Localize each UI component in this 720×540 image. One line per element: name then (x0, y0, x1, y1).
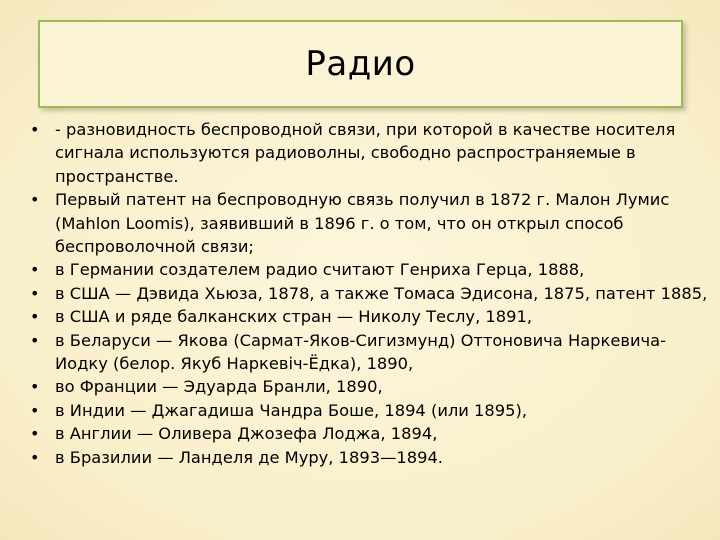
bullet-icon: • (30, 400, 40, 420)
list-item-text: во Франции — Эдуарда Бранли, 1890, (55, 377, 383, 397)
title-box (38, 20, 683, 108)
bullet-icon: • (30, 283, 40, 303)
list-item (30, 422, 710, 445)
bullet-icon: • (30, 120, 40, 139)
bullet-icon: • (30, 260, 40, 280)
list-item (30, 188, 710, 258)
list-item-text: - разновидность беспроводной связи, при которой в качестве носителя сигнала используются радиоволны, свободно распространяемые в пространстве. (55, 120, 676, 186)
list-item-text: в Индии — Джагадиша Чандра Боше, 1894 (или 1895), (55, 400, 528, 420)
list-item-text: в США и ряде балканских стран — Николу Теслу, 1891, (55, 307, 533, 327)
list-item-text: Первый патент на беспроводную связь получил в 1872 г. Малон Лумис (Mahlon Loomis), заявивший в 1896 г. о том, что он открыл способ беспроволочной связи; (55, 190, 670, 257)
bullet-icon: • (30, 424, 40, 444)
slide-title: Радио (305, 44, 416, 84)
bullet-icon: • (30, 377, 40, 397)
bullet-icon: • (30, 307, 40, 327)
bullet-icon: • (30, 330, 40, 350)
list-item (30, 282, 710, 305)
list-item (30, 375, 710, 398)
bullet-list (30, 118, 710, 469)
list-item (30, 446, 710, 469)
list-item (30, 329, 710, 376)
list-item (30, 305, 710, 328)
list-item-text: в Германии создателем радио считают Генриха Герца, 1888, (55, 260, 585, 280)
list-item-text: в Беларуси — Якова (Сармат-Яков-Сигизмунд) Оттоновича Наркевича-Иодку (белор. Якуб Наркевіч-Ёдка), 1890, (55, 330, 666, 374)
list-item (30, 399, 710, 422)
list-item-text: в США — Дэвида Хьюза, 1878, а также Томаса Эдисона, 1875, патент 1885, (55, 283, 708, 303)
bullet-icon: • (30, 447, 40, 467)
list-item (30, 118, 710, 188)
bullet-icon: • (30, 190, 40, 210)
list-item-text: в Бразилии — Ланделя де Муру, 1893—1894. (55, 447, 443, 467)
list-item (30, 258, 710, 281)
list-item-text: в Англии — Оливера Джозефа Лоджа, 1894, (55, 424, 438, 444)
